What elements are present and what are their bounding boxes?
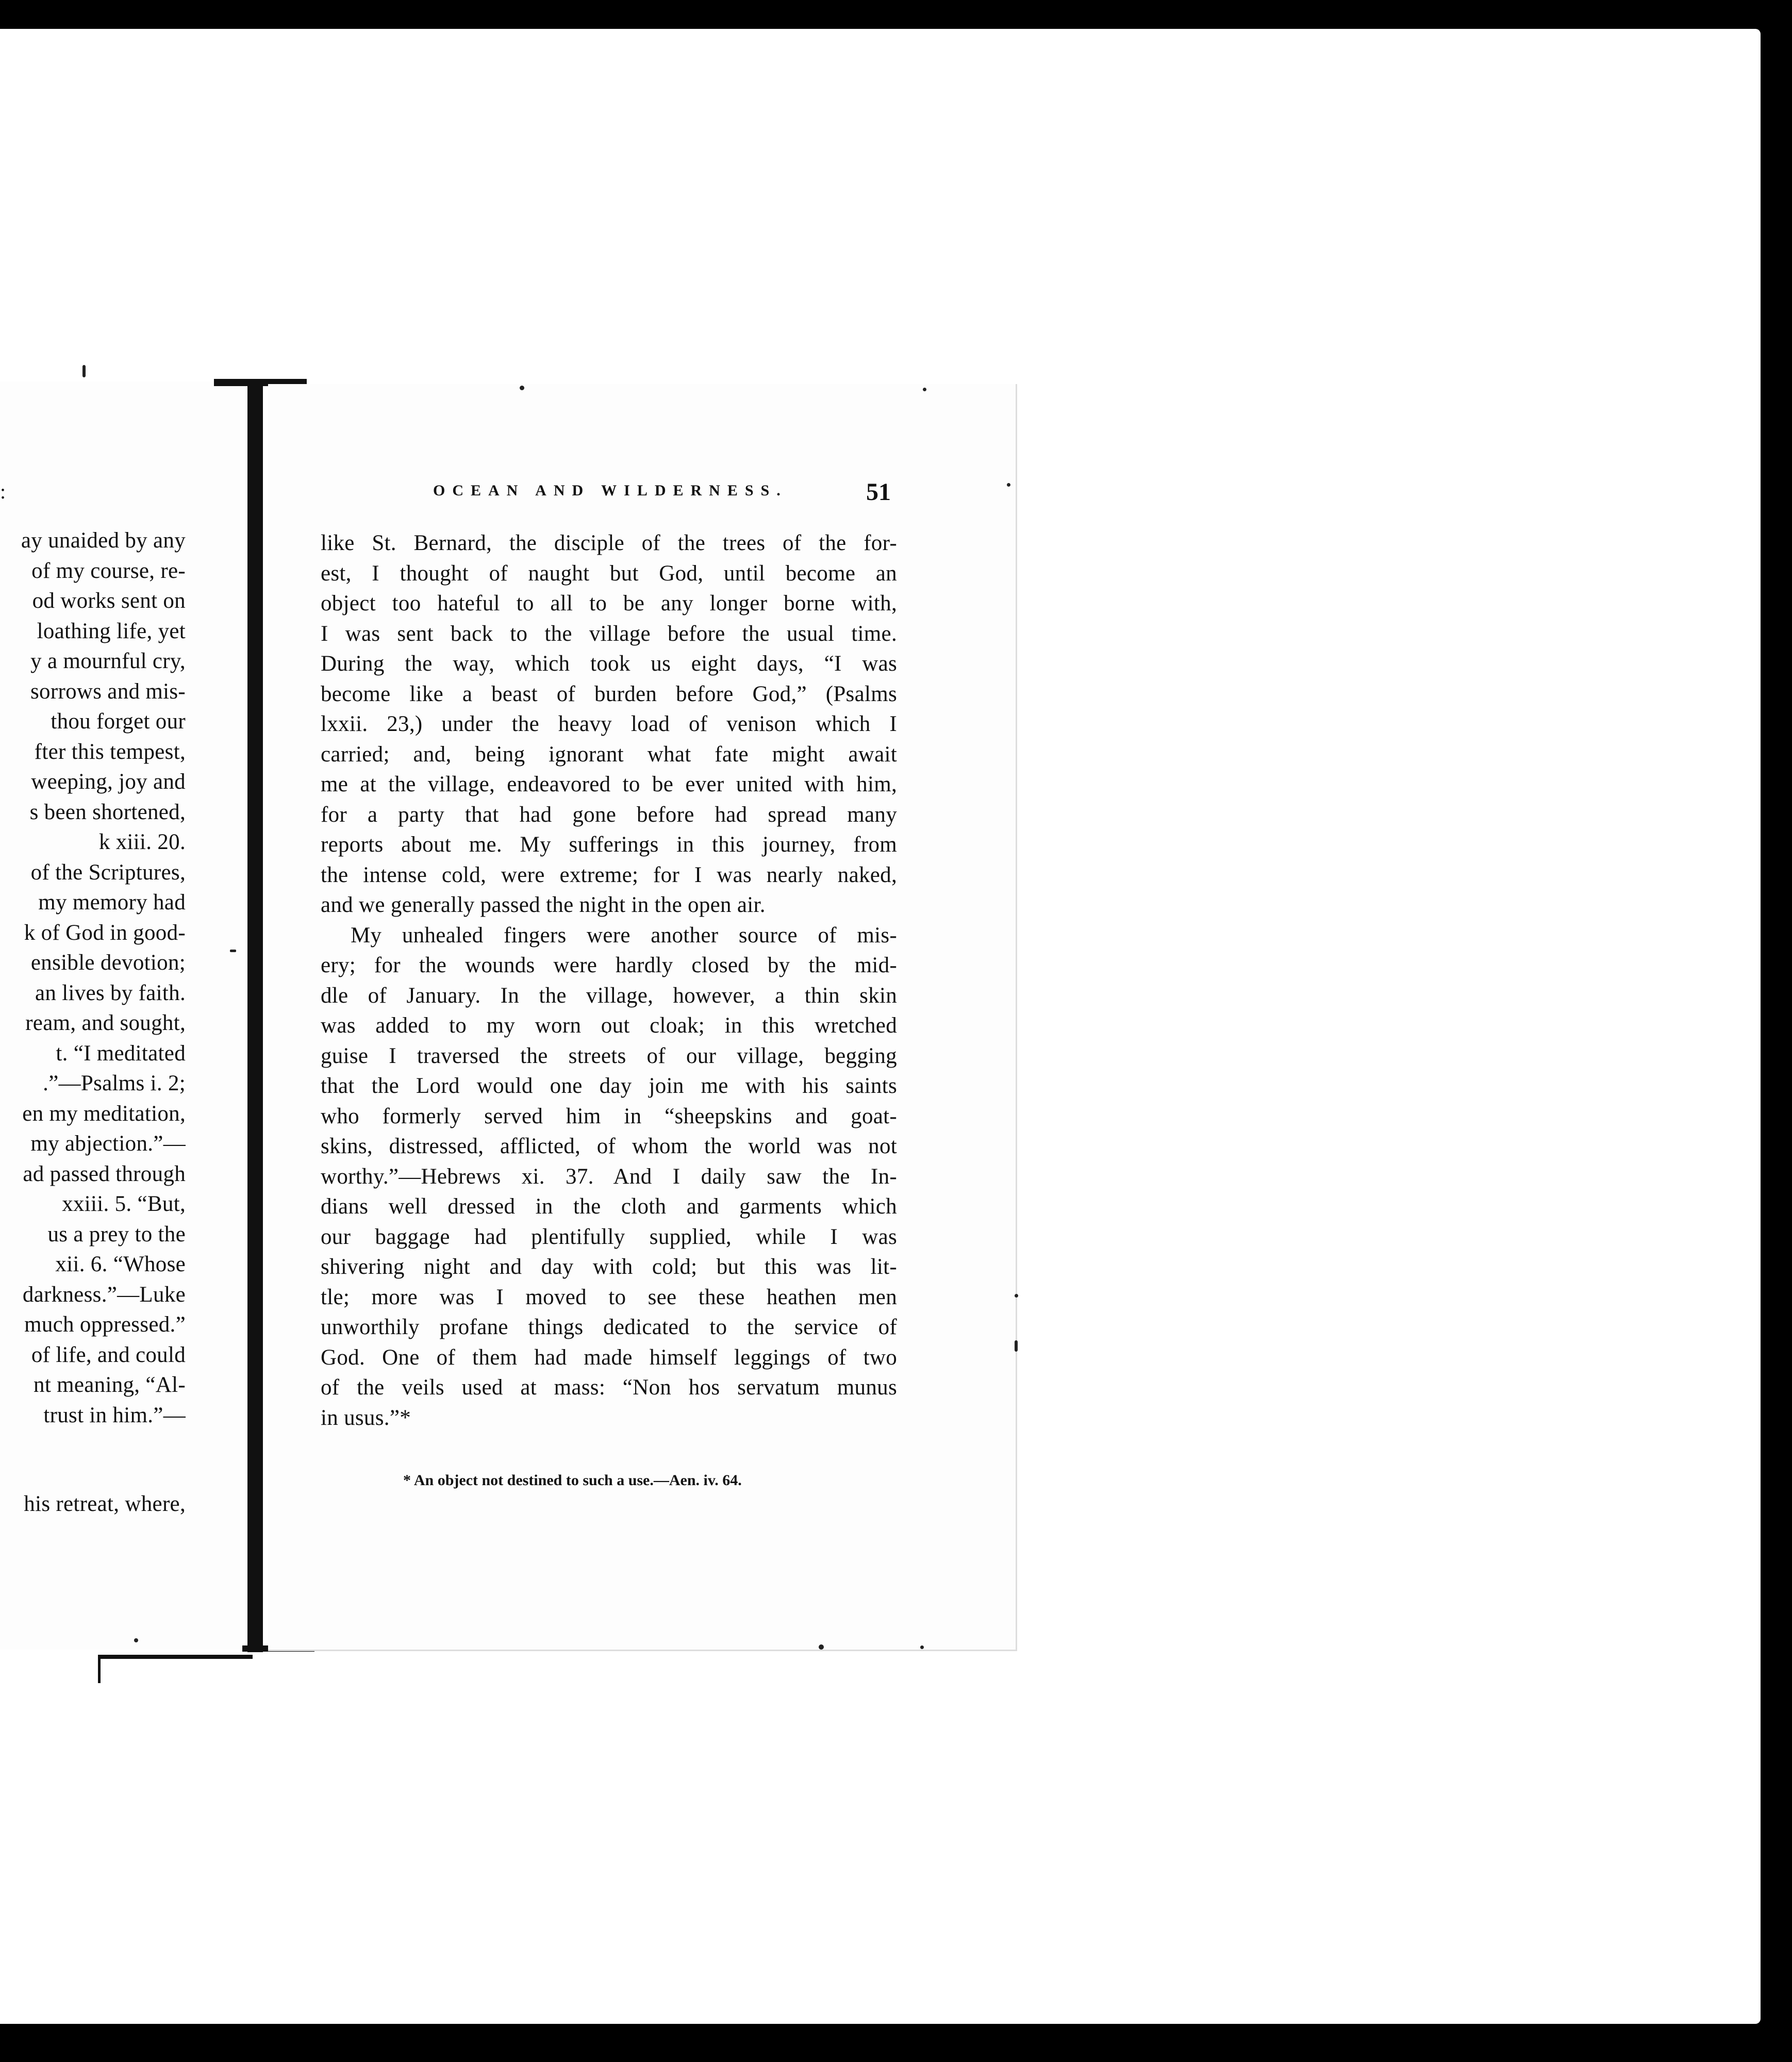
body-text-line: was added to my worn out cloak; in this wretched (321, 1013, 897, 1038)
body-text-line: unworthily profane things dedicated to the service of (321, 1315, 897, 1339)
page-bottom-edge (98, 1655, 253, 1659)
body-text-line: our baggage had plentifully supplied, while I was (321, 1224, 897, 1249)
body-text-line: dle of January. In the village, however, a thin skin (321, 983, 897, 1008)
left-page-line: en my meditation, (22, 1101, 186, 1126)
page-number: 51 (866, 478, 891, 506)
body-text-line: in usus.”* (321, 1405, 411, 1430)
body-text-line: the intense cold, were extreme; for I was nearly naked, (321, 862, 897, 887)
scan-speck (920, 1645, 924, 1649)
body-text-line: ery; for the wounds were hardly closed by the mid- (321, 953, 897, 977)
left-page-line: us a prey to the (47, 1222, 186, 1246)
left-page-line: ad passed through (23, 1161, 186, 1186)
body-text-line: that the Lord would one day join me with his saints (321, 1074, 897, 1098)
body-text-line: carried; and, being ignorant what fate might await (321, 742, 897, 767)
body-text-line: skins, distressed, afflicted, of whom the world was not (321, 1134, 897, 1158)
left-page-line: an lives by faith. (35, 980, 186, 1005)
body-text-line: My unhealed fingers were another source of mis- (351, 923, 897, 947)
left-page-line: k xiii. 20. (98, 830, 186, 854)
body-text-line: object too hateful to all to be any longer borne with, (321, 591, 897, 616)
body-text-line: guise I traversed the streets of our village, begging (321, 1043, 897, 1068)
book-gutter (247, 379, 263, 1652)
left-page-line: y a mournful cry, (30, 649, 186, 673)
body-text-line: tle; more was I moved to see these heathen men (321, 1285, 897, 1309)
left-page-line: of life, and could (31, 1342, 186, 1367)
body-text-line: shivering night and day with cold; but this was lit- (321, 1255, 897, 1279)
page-corner-mark (98, 1655, 101, 1683)
scan-speck (134, 1638, 138, 1642)
scan-speck (1015, 1340, 1018, 1352)
scan-speck (1007, 483, 1010, 487)
left-page-line: thou forget our (51, 709, 186, 734)
body-text-line: become like a beast of burden before God,” (Psalms (321, 681, 897, 706)
left-page-line: darkness.”—Luke (22, 1282, 186, 1307)
left-page-line: my abjection.”— (30, 1132, 186, 1156)
left-page-line: ay unaided by any (21, 528, 186, 553)
body-text-line: lxxii. 23,) under the heavy load of venison which I (321, 712, 897, 736)
body-text-line: for a party that had gone before had spread many (321, 802, 897, 827)
left-page-line: k of God in good- (24, 920, 186, 945)
left-page (0, 381, 247, 1650)
left-page-line: od works sent on (32, 589, 186, 613)
running-head: OCEAN AND WILDERNESS. (433, 482, 788, 499)
left-page-line: of the Scriptures, (30, 860, 186, 885)
left-page-line: .”—Psalms i. 2; (43, 1071, 186, 1095)
body-text-line: of the veils used at mass: “Non hos servatum munus (321, 1375, 897, 1400)
left-page-line: of my course, re- (31, 558, 186, 583)
body-text-line: who formerly served him in “sheepskins and goat- (321, 1104, 897, 1128)
right-page (268, 384, 1017, 1651)
left-page-line: fter this tempest, (34, 739, 186, 764)
body-text-line: and we generally passed the night in the open air. (321, 893, 766, 917)
left-page-line: ream, and sought, (25, 1011, 186, 1035)
left-page-line: ensible devotion; (30, 951, 186, 975)
scan-speck (82, 365, 86, 377)
left-page-line: much oppressed.” (24, 1312, 186, 1337)
body-text-line: est, I thought of naught but God, until become an (321, 561, 897, 586)
body-text-line: worthy.”—Hebrews xi. 37. And I daily saw the In- (321, 1164, 897, 1189)
left-page-line: loathing life, yet (37, 619, 186, 643)
body-text-line: reports about me. My sufferings in this journey, from (321, 833, 897, 857)
left-page-line: nt meaning, “Al- (34, 1373, 186, 1397)
left-page-line: s been shortened, (29, 800, 186, 824)
scan-speck (1015, 1294, 1018, 1298)
body-text-line: like St. Bernard, the disciple of the trees of the for- (321, 531, 897, 555)
body-text-line: During the way, which took us eight days, “I was (321, 652, 897, 676)
left-page-line: xxiii. 5. “But, (62, 1192, 186, 1216)
left-page-line: my memory had (38, 890, 186, 914)
left-page-line: trust in him.”— (43, 1403, 186, 1427)
body-text-line: me at the village, endeavored to be ever united with him, (321, 772, 897, 796)
page-body-text (321, 528, 897, 1433)
left-page-line: t. “I meditated (56, 1041, 186, 1066)
left-page-line: xii. 6. “Whose (55, 1252, 186, 1276)
left-page-line: sorrows and mis- (30, 679, 186, 704)
body-text-line: I was sent back to the village before the usual time. (321, 621, 897, 646)
scan-speck (520, 386, 524, 390)
scan-speck (230, 950, 236, 952)
footnote: * An object not destined to such a use.—Aen. iv. 64. (403, 1472, 742, 1489)
body-text-line: dians well dressed in the cloth and garments which (321, 1194, 897, 1219)
left-page-head-mark: : (0, 480, 6, 503)
left-page-line: his retreat, where, (24, 1491, 186, 1516)
left-page-line: weeping, joy and (31, 770, 186, 794)
scan-speck (923, 388, 926, 391)
scan-speck (819, 1644, 824, 1650)
body-text-line: God. One of them had made himself leggings of two (321, 1345, 897, 1370)
